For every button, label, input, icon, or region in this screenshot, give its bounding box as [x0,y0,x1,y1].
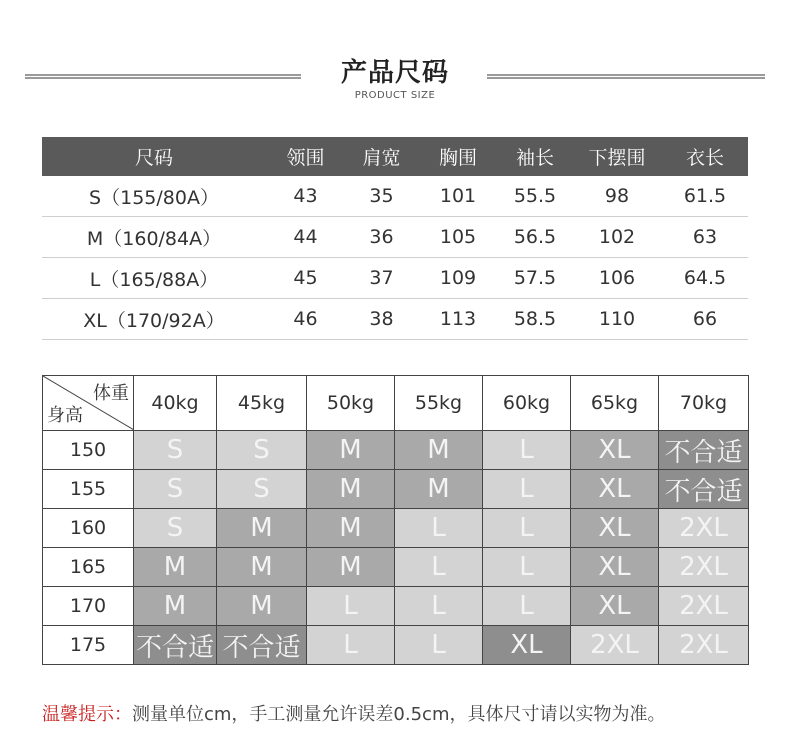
size-label-cell: L（165/88A） [42,258,266,299]
height-cell: 160 [43,509,134,548]
fit-grid-row [43,431,749,470]
weight-header: 70kg [659,376,749,431]
weight-header: 60kg [483,376,571,431]
size-value-cell: 63 [662,217,748,258]
fit-size-cell: L [395,626,483,665]
fit-grid-corner [43,376,134,431]
size-value-cell: 64.5 [662,258,748,299]
height-cell: 165 [43,548,134,587]
fit-size-cell: XL [571,509,659,548]
fit-size-cell: M [217,548,307,587]
size-value-cell: 55.5 [498,176,572,217]
fit-size-cell: XL [571,548,659,587]
size-value-cell: 110 [572,299,662,340]
size-value-cell: 109 [418,258,498,299]
size-col-header: 下摆围 [572,137,662,176]
fit-size-cell: M [307,431,395,470]
fit-size-cell: L [483,548,571,587]
size-value-cell: 38 [345,299,418,340]
size-col-header: 肩宽 [345,137,418,176]
size-table [42,137,748,340]
tip-text: 测量单位cm，手工测量允许误差0.5cm，具体尺寸请以实物为准。 [132,704,666,725]
size-col-header: 尺码 [42,137,266,176]
tip-label: 温馨提示： [42,704,132,725]
size-value-cell: 45 [266,258,345,299]
weight-label: 体重 [93,383,129,404]
fit-size-cell: S [134,431,217,470]
size-value-cell: 43 [266,176,345,217]
height-cell: 155 [43,470,134,509]
tip-note [42,700,666,726]
weight-header: 40kg [134,376,217,431]
weight-header: 45kg [217,376,307,431]
fit-size-cell: L [483,587,571,626]
size-value-cell: 44 [266,217,345,258]
height-label: 身高 [47,405,83,426]
size-label-cell: XL（170/92A） [42,299,266,340]
size-value-cell: 56.5 [498,217,572,258]
fit-size-cell: M [395,470,483,509]
size-col-header: 胸围 [418,137,498,176]
fit-size-cell: 2XL [659,548,749,587]
size-col-header: 袖长 [498,137,572,176]
fit-size-cell: 2XL [659,509,749,548]
fit-size-cell: M [217,509,307,548]
size-col-header: 领围 [266,137,345,176]
size-value-cell: 66 [662,299,748,340]
fit-grid-row [43,509,749,548]
size-label-cell: S（155/80A） [42,176,266,217]
fit-size-cell: L [307,587,395,626]
fit-size-cell: L [483,470,571,509]
fit-size-cell: M [217,587,307,626]
size-value-cell: 35 [345,176,418,217]
size-value-cell: 98 [572,176,662,217]
page-title: 产品尺码 [340,58,449,88]
fit-size-cell: S [134,470,217,509]
fit-size-cell: XL [571,587,659,626]
fit-grid-row [43,470,749,509]
fit-grid-row [43,587,749,626]
weight-header: 55kg [395,376,483,431]
height-cell: 170 [43,587,134,626]
size-value-cell: 106 [572,258,662,299]
fit-size-cell: 不合适 [134,626,217,665]
height-cell: 150 [43,431,134,470]
fit-size-cell: 不合适 [659,431,749,470]
fit-size-cell: L [395,587,483,626]
fit-size-cell: L [483,509,571,548]
size-value-cell: 102 [572,217,662,258]
section-header [0,48,790,108]
size-value-cell: 37 [345,258,418,299]
fit-size-cell: M [307,470,395,509]
fit-size-cell: L [395,509,483,548]
fit-size-cell: 2XL [659,587,749,626]
size-value-cell: 46 [266,299,345,340]
fit-size-cell: S [217,431,307,470]
fit-size-cell: M [307,548,395,587]
size-col-header: 衣长 [662,137,748,176]
page-subtitle: PRODUCT SIZE [354,90,436,101]
size-value-cell: 61.5 [662,176,748,217]
fit-size-cell: XL [483,626,571,665]
fit-size-cell: 2XL [571,626,659,665]
size-value-cell: 101 [418,176,498,217]
fit-grid-row [43,548,749,587]
size-value-cell: 113 [418,299,498,340]
weight-header: 50kg [307,376,395,431]
fit-size-cell: M [307,509,395,548]
fit-size-cell: 不合适 [217,626,307,665]
size-value-cell: 58.5 [498,299,572,340]
fit-size-cell: L [483,431,571,470]
fit-grid-header [43,376,749,431]
height-cell: 175 [43,626,134,665]
fit-size-cell: L [395,548,483,587]
size-value-cell: 36 [345,217,418,258]
fit-size-cell: 2XL [659,626,749,665]
fit-size-cell: 不合适 [659,470,749,509]
size-value-cell: 57.5 [498,258,572,299]
fit-size-cell: XL [571,431,659,470]
size-table-row [42,299,748,340]
size-value-cell: 105 [418,217,498,258]
size-table-row [42,176,748,217]
fit-size-cell: M [134,587,217,626]
size-table-header [42,137,748,176]
size-table-row [42,217,748,258]
fit-size-cell: S [134,509,217,548]
fit-size-cell: L [307,626,395,665]
fit-grid-row [43,626,749,665]
fit-size-cell: S [217,470,307,509]
weight-header: 65kg [571,376,659,431]
size-label-cell: M（160/84A） [42,217,266,258]
fit-size-cell: M [395,431,483,470]
size-table-row [42,258,748,299]
fit-size-cell: XL [571,470,659,509]
fit-size-cell: M [134,548,217,587]
fit-grid [42,375,749,665]
